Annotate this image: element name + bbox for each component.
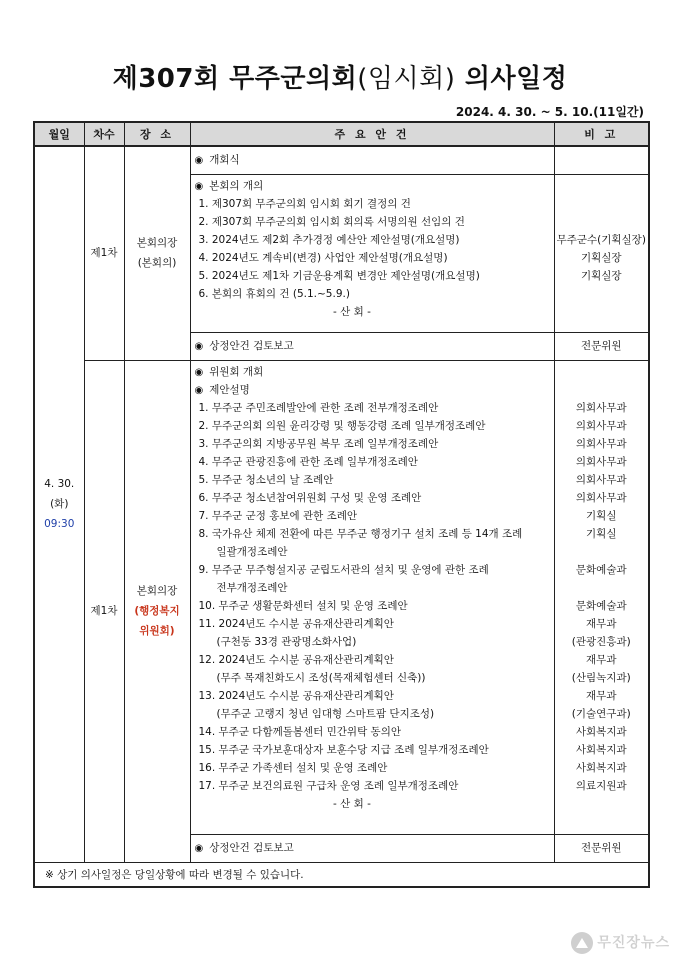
- plenary-item: 5. 2024년도 제1차 기금운용계획 변경안 제안설명(개요설명): [198, 269, 480, 282]
- agenda-item-continued: 일괄개정조례안: [216, 545, 288, 558]
- plenary-cell: [190, 174, 554, 332]
- session1-place-line2: (본회의): [137, 257, 177, 270]
- report1-note: 전문위원: [554, 332, 649, 360]
- report-review: ◉ 상정안건 검토보고: [195, 839, 550, 857]
- agenda-item: 5. 무주군 청소년의 날 조례안: [198, 473, 334, 486]
- watermark: [571, 932, 670, 954]
- title-paren: (임시회): [357, 64, 456, 94]
- session-period: 2024. 4. 30. ~ 5. 10.(11일간): [455, 105, 644, 119]
- header-month-day: 월일: [34, 122, 84, 146]
- opening-note: [554, 146, 649, 174]
- department-note: 재무과: [586, 689, 617, 702]
- header-place: 장 소: [124, 122, 190, 146]
- plenary-adjourn: - 산 회 -: [333, 305, 371, 318]
- department-note: 의료지원과: [575, 779, 627, 792]
- header-agenda: 주 요 안 건: [190, 122, 554, 146]
- title-tail: 의사일정: [455, 64, 568, 94]
- department-note: 의회사무과: [575, 437, 627, 450]
- report2-note: 전문위원: [554, 834, 649, 862]
- department-note: 재무과: [586, 653, 617, 666]
- plenary-item: 3. 2024년도 제2회 추가경정 예산안 제안설명(개요설명): [198, 233, 460, 246]
- agenda-item: 14. 무주군 다함께돌봄센터 민간위탁 동의안: [198, 725, 401, 738]
- department-note: 의회사무과: [575, 491, 627, 504]
- department-note: 의회사무과: [575, 473, 627, 486]
- agenda-item-continued: 전부개정조례안: [216, 581, 288, 594]
- title-main: 제307회 무주군의회: [112, 64, 358, 94]
- department-note: (관광진흥과): [571, 635, 631, 648]
- committee-cell: [190, 360, 554, 834]
- header-notes: 비 고: [554, 122, 649, 146]
- agenda-item: 11. 2024년도 수시분 공유재산관리계획안: [198, 617, 394, 630]
- report-review: ◉ 상정안건 검토보고: [195, 337, 550, 355]
- session2-place: [124, 360, 190, 862]
- row-footnote: [34, 862, 649, 887]
- department-note: 의회사무과: [575, 455, 627, 468]
- department-note: 사회복지과: [575, 743, 627, 756]
- agenda-item: 2. 무주군의회 의원 윤리강령 및 행동강령 조례 일부개정조례안: [198, 419, 486, 432]
- committee-notes-cell: [554, 360, 649, 834]
- plenary-item: 4. 2024년도 계속비(변경) 사업안 제안설명(개요설명): [198, 251, 448, 264]
- department-note: 문화예술과: [575, 599, 627, 612]
- agenda-item: 13. 2024년도 수시분 공유재산관리계획안: [198, 689, 394, 702]
- agenda-item: 12. 2024년도 수시분 공유재산관리계획안: [198, 653, 394, 666]
- department-note: 문화예술과: [575, 563, 627, 576]
- department-note: [557, 543, 647, 561]
- department-note: 기획실: [586, 527, 617, 540]
- mountain-logo-icon: [571, 932, 593, 954]
- agenda-item: 4. 무주군 관광진흥에 관한 조례 일부개정조례안: [198, 455, 418, 468]
- committee-open: ◉ 위원회 개회: [195, 363, 550, 381]
- plenary-title: ◉ 본회의 개의: [195, 177, 550, 195]
- header-row: [34, 122, 649, 146]
- agenda-item: 8. 국가유산 체제 전환에 따른 무주군 행정기구 설치 조례 등 14개 조례: [198, 527, 523, 540]
- department-note: 기획실: [586, 509, 617, 522]
- report2-cell: [190, 834, 554, 862]
- plenary-note: 기획실장: [580, 251, 622, 264]
- department-note: 사회복지과: [575, 761, 627, 774]
- agenda-item-continued: (구천동 33경 관광명소화사업): [216, 635, 357, 648]
- date-time: 09:30: [44, 518, 75, 531]
- agenda-item-continued: (무주 목재친화도시 조성(목재체험센터 신축)): [216, 671, 426, 684]
- agenda-item: 3. 무주군의회 지방공무원 복무 조례 일부개정조례안: [198, 437, 439, 450]
- agenda-item: 10. 무주군 생활문화센터 설치 및 운영 조례안: [198, 599, 408, 612]
- department-note: [557, 579, 647, 597]
- session1-order: 제1차: [84, 146, 124, 360]
- opening-cell: [190, 146, 554, 174]
- date-cell: [34, 146, 84, 862]
- plenary-note: 기획실장: [580, 269, 622, 282]
- department-note: 의회사무과: [575, 401, 627, 414]
- session2-place-line3: 위원회): [139, 625, 175, 637]
- opening-ceremony: ◉ 개회식: [195, 151, 550, 169]
- agenda-item: 6. 무주군 청소년참여위원회 구성 및 운영 조례안: [198, 491, 422, 504]
- plenary-item: 6. 본회의 휴회의 건 (5.1.~5.9.): [198, 287, 350, 300]
- page-title: [0, 58, 680, 95]
- agenda-item: 16. 무주군 가족센터 설치 및 운영 조례안: [198, 761, 388, 774]
- row-committee: [34, 360, 649, 834]
- department-note: (기술연구과): [571, 707, 631, 720]
- agenda-item-continued: (무주군 고랭지 청년 임대형 스마트팜 단지조성): [216, 707, 435, 720]
- session2-place-line1: 본회의장: [136, 585, 178, 597]
- department-note: 재무과: [586, 617, 617, 630]
- agenda-item: 15. 무주군 국가보훈대상자 보훈수당 지급 조례 일부개정조례안: [198, 743, 489, 756]
- agenda-item: 9. 무주군 무주형설지공 군립도서관의 설치 및 운영에 관한 조례: [198, 563, 489, 576]
- committee-adjourn: - 산 회 -: [333, 797, 371, 810]
- report1-cell: [190, 332, 554, 360]
- agenda-item: 1. 무주군 주민조례발안에 관한 조례 전부개정조례안: [198, 401, 439, 414]
- session2-place-line2: (행정복지: [134, 605, 180, 617]
- session1-place-line1: 본회의장: [136, 237, 178, 250]
- agenda-item: 7. 무주군 군정 홍보에 관한 조례안: [198, 509, 358, 522]
- watermark-text: 무진장뉴스: [597, 935, 670, 951]
- proposal-title: ◉ 제안설명: [195, 381, 550, 399]
- date-weekday: (화): [50, 498, 69, 511]
- department-note: 사회복지과: [575, 725, 627, 738]
- plenary-item: 1. 제307회 무주군의회 임시회 회기 결정의 건: [198, 197, 411, 210]
- plenary-note: 무주군수(기획실장): [556, 233, 646, 246]
- row-opening: [34, 146, 649, 174]
- department-note: (산림녹지과): [571, 671, 631, 684]
- agenda-item: 17. 무주군 보건의료원 구급차 운영 조례 일부개정조례안: [198, 779, 459, 792]
- plenary-notes-cell: [554, 174, 649, 332]
- agenda-table: [33, 121, 650, 888]
- date-day: 4. 30.: [44, 478, 75, 491]
- session1-place: [124, 146, 190, 360]
- department-note: 의회사무과: [575, 419, 627, 432]
- session2-order: 제1차: [84, 360, 124, 862]
- header-order: 차수: [84, 122, 124, 146]
- plenary-item: 2. 제307회 무주군의회 임시회 회의록 서명의원 선임의 건: [198, 215, 465, 228]
- footnote: ※ 상기 의사일정은 당일상황에 따라 변경될 수 있습니다.: [34, 862, 649, 887]
